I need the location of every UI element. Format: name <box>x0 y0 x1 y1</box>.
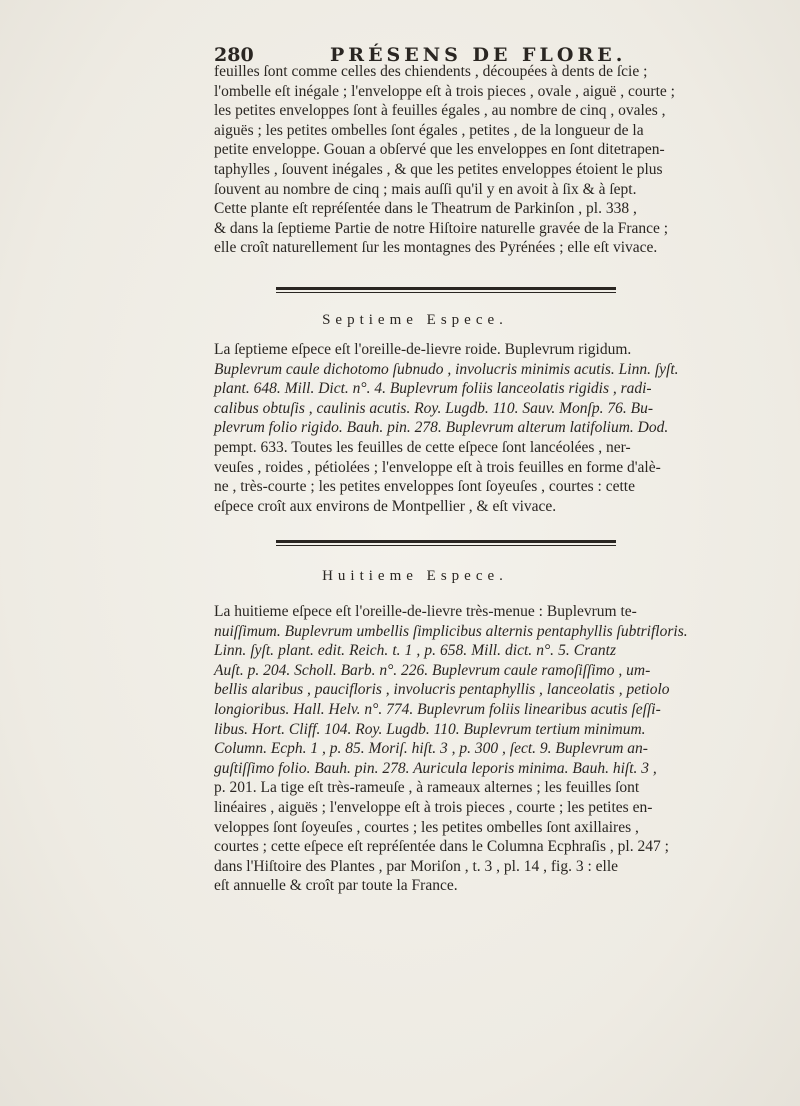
text-line: l'ombelle eſt inégale ; l'enveloppe eſt à trois pieces , ovale , aiguë , courte ; <box>214 82 675 100</box>
text-line: taphylles , ſouvent inégales , & que les petites enveloppes étoient le plus <box>214 160 663 178</box>
text-line: elle croît naturellement ſur les montagnes des Pyrénées ; elle eſt vivace. <box>214 239 658 257</box>
text-line: p. 201. La tige eſt très-rameuſe , à rameaux alternes ; les feuilles ſont <box>214 779 640 797</box>
text-line: veuſes , roides , pétiolées ; l'enveloppe eſt à trois feuilles en forme d'alè- <box>214 458 661 476</box>
text-line: & dans la ſeptieme Partie de notre Hiſtoire naturelle gravée de la France ; <box>214 219 669 237</box>
text-line: guſtiſſimo folio. Bauh. pin. 278. Auricula leporis minima. Bauh. hiſt. 3 , <box>214 759 657 777</box>
text-line: Buplevrum caule dichotomo ſubnudo , involucris minimis acutis. Linn. ſyſt. <box>214 360 679 378</box>
text-line: La ſeptieme eſpece eſt l'oreille-de-lievre roide. Buplevrum rigidum. <box>214 341 632 358</box>
text-line: plevrum folio rigido. Bauh. pin. 278. Buplevrum alterum latifolium. Dod. <box>214 419 669 437</box>
text-line: Auſt. p. 204. Scholl. Barb. n°. 226. Buplevrum caule ramoſiſſimo , um- <box>214 661 651 679</box>
text-line: plant. 648. Mill. Dict. n°. 4. Buplevrum foliis lanceolatis rigidis , radi- <box>214 380 652 398</box>
section-divider <box>276 540 616 546</box>
text-line: ſouvent au nombre de cinq ; mais auſſi qu'il y en avoit à ſix & à ſept. <box>214 180 637 198</box>
text-line: eſt annuelle & croît par toute la France. <box>214 877 458 895</box>
section-divider <box>276 287 616 293</box>
section-title-huitieme: Huitieme Espece. <box>322 568 508 584</box>
text-line: nuiſſimum. Buplevrum umbellis ſimplicibus alternis pentaphyllis ſubtrifloris. <box>214 622 688 640</box>
text-line: ne , très-courte ; les petites enveloppes ſont ſoyeuſes , courtes : cette <box>214 478 635 496</box>
text-line: Column. Ecph. 1 , p. 85. Moriſ. hiſt. 3 , p. 300 , ſect. 9. Buplevrum an- <box>214 740 648 758</box>
paragraph-septieme-espece <box>214 340 679 516</box>
text-line: La huitieme eſpece eſt l'oreille-de-lievre très-menue : Buplevrum te- <box>214 603 637 620</box>
text-line: feuilles ſont comme celles des chiendents , découpées à dents de ſcie ; <box>214 63 648 80</box>
text-line: Cette plante eſt repréſentée dans le Theatrum de Parkinſon , pl. 338 , <box>214 200 637 218</box>
text-line: linéaires , aiguës ; l'enveloppe eſt à trois pieces , courte ; les petites en- <box>214 798 653 816</box>
text-line: les petites enveloppes ſont à feuilles égales , au nombre de cinq , ovales , <box>214 102 666 120</box>
text-line: longioribus. Hall. Helv. n°. 774. Buplevrum foliis linearibus acutis ſeſſi- <box>214 700 661 718</box>
paragraph-continued <box>214 62 675 258</box>
paragraph-huitieme-espece <box>214 602 688 896</box>
text-line: aiguës ; les petites ombelles ſont égales , petites , de la longueur de la <box>214 121 644 139</box>
text-line: Linn. ſyſt. plant. edit. Reich. t. 1 , p. 658. Mill. dict. n°. 5. Crantz <box>214 642 616 660</box>
page-number: 280 <box>214 44 254 66</box>
text-line: eſpece croît aux environs de Montpellier , & eſt vivace. <box>214 497 557 515</box>
text-line: courtes ; cette eſpece eſt repréſentée dans le Columna Ecphraſis , pl. 247 ; <box>214 838 669 856</box>
text-line: pempt. 633. Toutes les feuilles de cette eſpece ſont lancéolées , ner- <box>214 438 631 456</box>
text-line: dans l'Hiſtoire des Plantes , par Moriſon , t. 3 , pl. 14 , fig. 3 : elle <box>214 857 619 875</box>
text-line: bellis alaribus , paucifloris , involucris pentaphyllis , lanceolatis , petiolo <box>214 681 670 699</box>
text-line: libus. Hort. Cliff. 104. Roy. Lugdb. 110. Buplevrum tertium minimum. <box>214 720 646 738</box>
text-line: veloppes ſont ſoyeuſes , courtes ; les petites ombelles ſont axillaires , <box>214 818 639 836</box>
section-title-septieme: Septieme Espece. <box>322 312 508 328</box>
running-head-title: PRÉSENS DE FLORE. <box>330 44 627 66</box>
text-line: petite enveloppe. Gouan a obſervé que les enveloppes en ſont ditetrapen- <box>214 141 665 159</box>
text-line: calibus obtuſis , caulinis acutis. Roy. Lugdb. 110. Sauv. Monſp. 76. Bu- <box>214 399 653 417</box>
